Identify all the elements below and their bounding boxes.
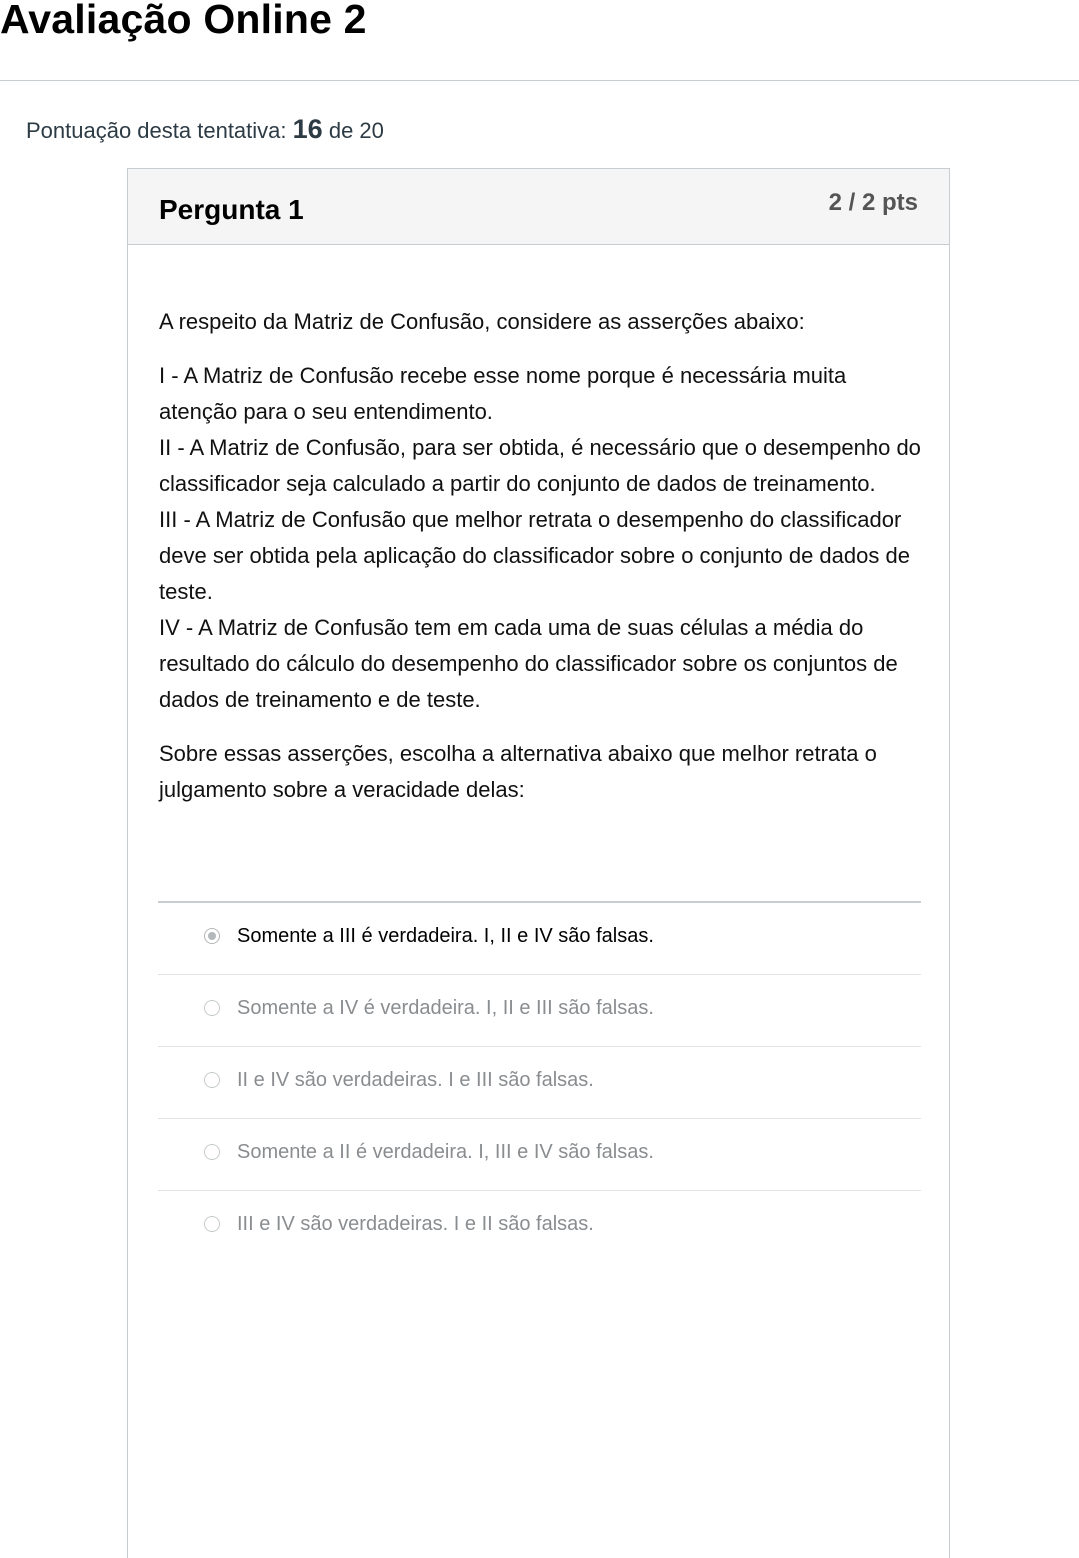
- title-divider: [0, 80, 1079, 81]
- question-text: [159, 304, 929, 808]
- radio-icon[interactable]: [204, 1000, 220, 1016]
- score-label: Pontuação desta tentativa:: [26, 118, 287, 143]
- answer-label: Somente a IV é verdadeira. I, II e III são falsas.: [237, 997, 654, 1019]
- answer-option[interactable]: [158, 1119, 921, 1191]
- score-total: de 20: [328, 118, 384, 143]
- question-points: 2 / 2 pts: [828, 189, 918, 216]
- answer-label: Somente a II é verdadeira. I, III e IV são falsas.: [237, 1141, 654, 1163]
- answer-label: II e IV são verdadeiras. I e III são falsas.: [237, 1069, 594, 1091]
- assertion-iv: IV - A Matriz de Confusão tem em cada uma de suas células a média do resultado do cálculo do desempenho do classificador sobre os conjuntos de dados de treinamento e de teste.: [159, 615, 898, 712]
- answer-option[interactable]: [158, 903, 921, 975]
- question-intro: A respeito da Matriz de Confusão, considere as asserções abaixo:: [159, 309, 805, 334]
- answer-option[interactable]: [158, 1191, 921, 1262]
- question-title: Pergunta 1: [159, 194, 304, 225]
- radio-icon[interactable]: [204, 1072, 220, 1088]
- question-prompt: Sobre essas asserções, escolha a alternativa abaixo que melhor retrata o julgamento sobre a veracidade delas:: [159, 741, 877, 802]
- answer-label: Somente a III é verdadeira. I, II e IV são falsas.: [237, 925, 654, 947]
- radio-icon[interactable]: [204, 1216, 220, 1232]
- answer-label: III e IV são verdadeiras. I e II são falsas.: [237, 1213, 594, 1235]
- radio-selected-icon[interactable]: [204, 928, 220, 944]
- question-card: [127, 168, 950, 1558]
- radio-icon[interactable]: [204, 1144, 220, 1160]
- assertion-i: I - A Matriz de Confusão recebe esse nome porque é necessária muita atenção para o seu entendimento.: [159, 363, 847, 424]
- assertion-ii: II - A Matriz de Confusão, para ser obtida, é necessário que o desempenho do classificador seja calculado a partir do conjunto de dados de treinamento.: [159, 435, 921, 496]
- answer-option[interactable]: [158, 1047, 921, 1119]
- answer-list: [158, 901, 921, 1262]
- question-header: [128, 169, 949, 245]
- assertion-iii: III - A Matriz de Confusão que melhor retrata o desempenho do classificador deve ser obtida pela aplicação do classificador sobre o conjunto de dados de teste.: [159, 507, 910, 604]
- attempt-score: [26, 112, 384, 148]
- page-title: Avaliação Online 2: [0, 0, 367, 42]
- score-value: 16: [292, 114, 323, 144]
- answer-option[interactable]: [158, 975, 921, 1047]
